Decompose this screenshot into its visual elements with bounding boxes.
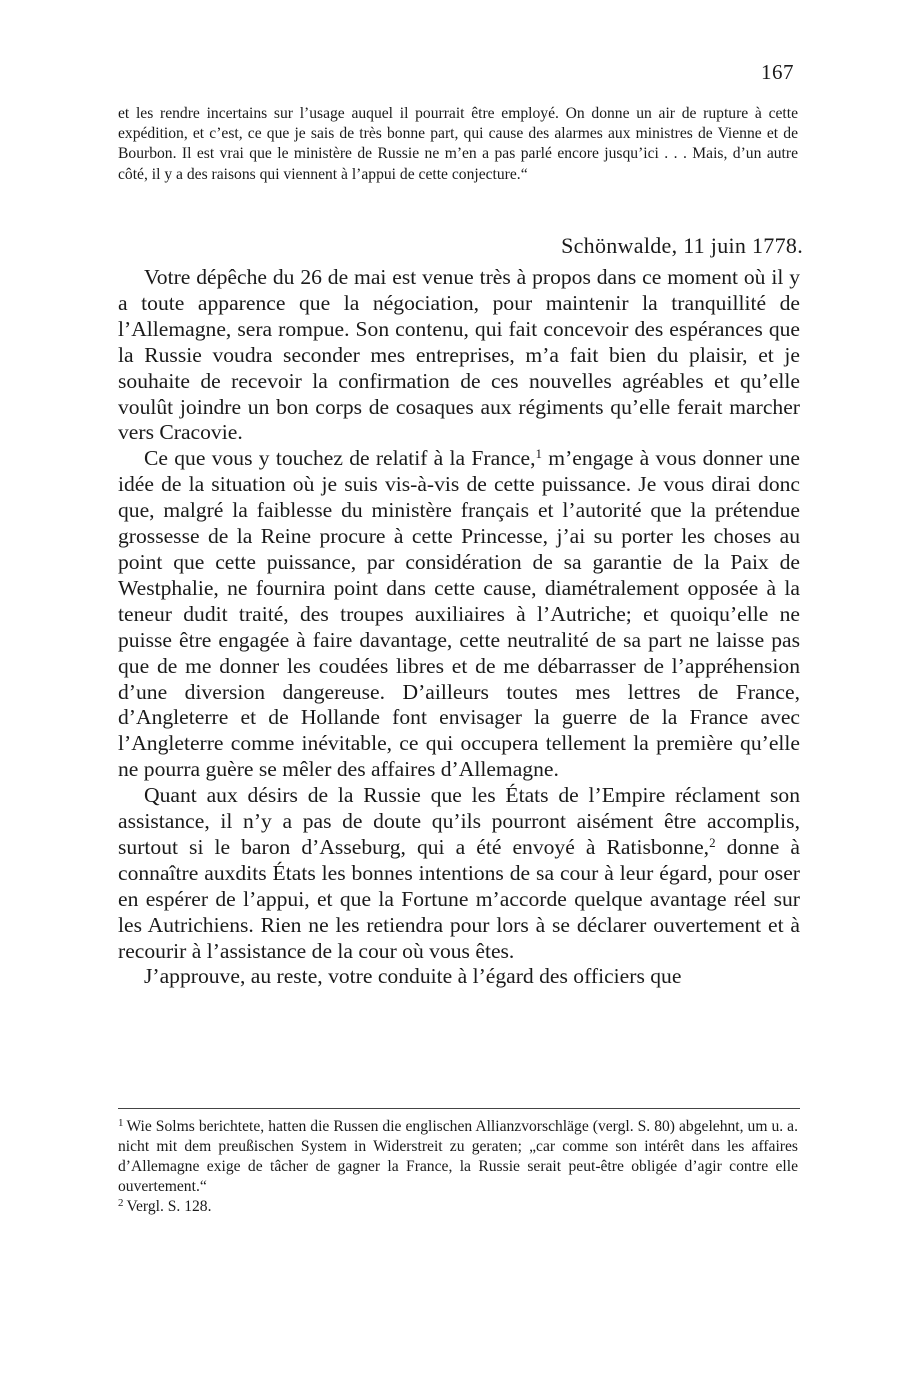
footnote xyxy=(118,1117,798,1197)
footnote xyxy=(118,1197,798,1217)
quoted-passage-text: et les rendre incertains sur l’usage auquel il pourrait être employé. On donne un air de rupture à cette expédition, et c’est, ce que je sais de très bonne part, qui cause des alarmes aux ministres de Vienne et de Bourbon. Il est vrai que le ministère de Russie ne m’en a pas parlé encore jusqu’ici . . . Mais, d’un autre côté, il y a des raisons qui viennent à l’appui de cette conjecture.“ xyxy=(118,105,798,183)
footnote-divider xyxy=(118,1108,800,1109)
quoted-passage xyxy=(118,104,798,185)
letter-dateline: Schönwalde, 11 juin 1778. xyxy=(561,233,803,258)
paragraph xyxy=(118,783,800,964)
footnote-text: Wie Solms berichtete, hatten die Russen die englischen Allianzvorschläge (vergl. S. 80) abgelehnt, um u. a. nicht mit dem preußischen System in Widerstreit zu geraten; „car comme son intérêt dans les affaires d’Allemagne exige de tâcher de gagner la France, la Russie serait peut-être obligée d’agir contre elle ouvertement.“ xyxy=(118,1118,798,1195)
letter-body xyxy=(118,265,800,990)
paragraph: J’approuve, au reste, votre conduite à l’égard des officiers que xyxy=(144,964,682,989)
paragraph-text: Quant aux désirs de la Russie que les États de l’Empire réclament son assistance, il n’y a pas de doute qu’ils pourront aisément être accomplis, surtout si le baron d’Asseburg, qui a été envoyé à Ratisbonne, xyxy=(118,783,800,859)
paragraph-text: Ce que vous y touchez de relatif à la France, xyxy=(144,446,536,471)
footnote-ref[interactable]: 1 xyxy=(535,446,543,462)
paragraph: Votre dépêche du 26 de mai est venue très à propos dans ce moment où il y a toute apparence que la négociation, pour maintenir la tranquillité de l’Allemagne, sera rompue. Son contenu, qui fait concevoir des espérances que la Russie voudra seconder mes entreprises, m’a fait bien du plaisir, et je souhaite de recevoir la confirmation de ces nouvelles agréables et qu’elle voulût joindre un bon corps de cosaques aux régiments qu’elle ferait marcher vers Cracovie. xyxy=(118,265,800,445)
page-number: 167 xyxy=(761,60,794,84)
footnotes xyxy=(118,1117,798,1217)
paragraph-text: m’engage à vous donner une idée de la situation où je suis vis-à-vis de cette puissance. Je vous dirai donc que, malgré la faiblesse du ministère français et l’autorité que la prétendue grossesse de la Reine procure à cette Princesse, j’ai su porter les choses au point que cette puissance, par considération de sa garantie de la Paix de Westphalie, ne fournira point dans cette cause, diamétralement opposée à la teneur dudit traité, des troupes auxiliaires à l’Autriche; et quoiqu’elle ne puisse être engagée à faire davantage, cette neutralité de sa part ne laisse pas que de me donner les coudées libres et de me débarrasser de l’appréhension d’une diversion dangereuse. D’ailleurs toutes mes lettres de France, d’Angleterre et de Hollande font envisager la guerre de la France avec l’Angleterre comme inévitable, ce qui occupera tellement la première qu’elle ne pourra guère se mêler des affaires d’Allemagne. xyxy=(118,446,800,782)
footnote-mark: 1 xyxy=(118,1117,124,1130)
paragraph xyxy=(118,446,800,783)
footnote-text: Vergl. S. 128. xyxy=(126,1198,212,1215)
footnote-ref[interactable]: 2 xyxy=(709,834,716,850)
paragraph-text: donne à connaître auxdits États les bonnes intentions de sa cour à leur égard, pour oser en espérer de l’appui, et que la Fortune m’accorde quelque avantage réel sur les Autrichiens. Rien ne les retiendra pour lors à se déclarer ouvertement et à recourir à l’assistance de la cour où vous êtes. xyxy=(118,834,801,963)
footnote-mark: 2 xyxy=(118,1197,124,1210)
